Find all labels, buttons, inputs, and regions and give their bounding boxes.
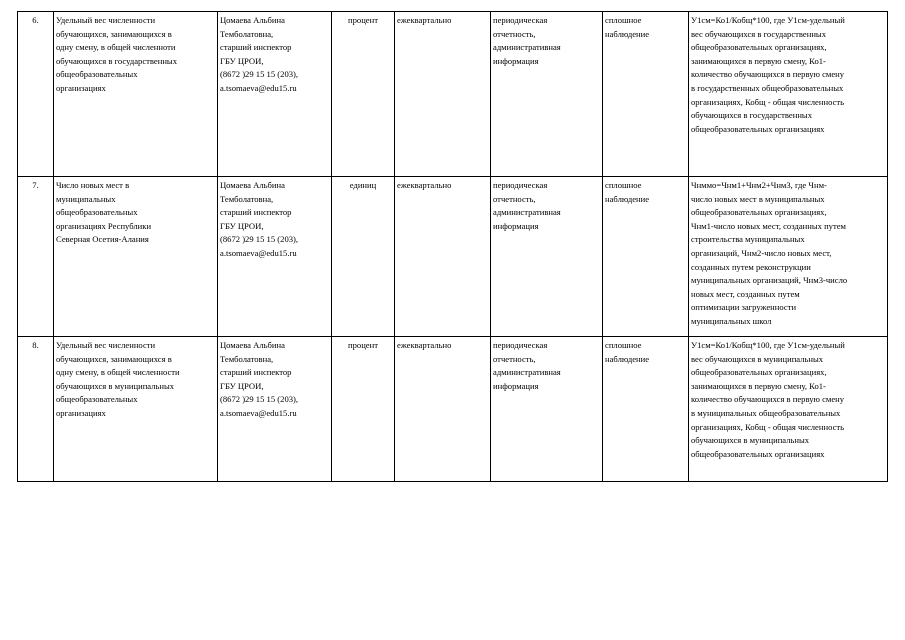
formula-line: новых мест, созданных путем: [691, 288, 800, 299]
table-row: [18, 12, 888, 177]
table-row: [18, 177, 888, 337]
responsible-line: Цомаева Альбина: [220, 180, 285, 190]
responsible-line: старший инспектор: [220, 207, 292, 218]
formula-line: обучающихся в муниципальных: [691, 435, 810, 446]
responsible-email: a.tsomaeva@edu15.ru: [220, 407, 297, 418]
responsible-line: ГБУ ЦРОИ,: [220, 55, 264, 66]
periodicity-cell: ежеквартально: [395, 177, 491, 337]
indicator-name-line: организациях: [56, 82, 106, 93]
method-line: наблюдение: [605, 28, 650, 39]
data-source-cell: [491, 177, 603, 337]
row-number: 8.: [18, 337, 54, 482]
source-line: административная: [493, 42, 561, 53]
source-line: административная: [493, 207, 561, 218]
responsible-line: Темболатовна,: [220, 28, 274, 39]
responsible-line: Темболатовна,: [220, 193, 274, 204]
responsible-line: Темболатовна,: [220, 353, 274, 364]
formula-line: созданных путем реконструкции: [691, 261, 811, 272]
responsible-line: старший инспектор: [220, 42, 292, 53]
responsible-person-cell: [218, 337, 332, 482]
data-source-cell: [491, 12, 603, 177]
indicator-name-line: общеобразовательных: [56, 207, 138, 218]
formula-line: У1см=Ко1/Кобщ*100, где У1см-удельный: [691, 340, 845, 350]
responsible-email: a.tsomaeva@edu15.ru: [220, 247, 297, 258]
responsible-person-cell: [218, 12, 332, 177]
indicator-name-line: обучающихся в государственных: [56, 55, 178, 66]
source-line: периодическая: [493, 180, 548, 190]
source-line: периодическая: [493, 340, 548, 350]
formula-line: общеобразовательных организациях,: [691, 367, 827, 378]
responsible-line: (8672 )29 15 15 (203),: [220, 394, 299, 405]
indicator-name-line: общеобразовательных: [56, 394, 138, 405]
source-line: информация: [493, 380, 539, 391]
method-cell: [603, 337, 689, 482]
unit-cell: процент: [332, 337, 395, 482]
source-line: отчетность,: [493, 353, 536, 364]
source-line: периодическая: [493, 15, 548, 25]
data-source-cell: [491, 337, 603, 482]
row-number: 6.: [18, 12, 54, 177]
indicator-name-line: общеобразовательных: [56, 69, 138, 80]
formula-line: Чнммо=Чнм1+Чнм2+Чнм3, где Чнм-: [691, 180, 827, 190]
row-number: 7.: [18, 177, 54, 337]
responsible-line: (8672 )29 15 15 (203),: [220, 234, 299, 245]
formula-line: организациях, Кобщ - общая численность: [691, 96, 845, 107]
formula-line: муниципальных школ: [691, 315, 772, 326]
formula-line: число новых мест в муниципальных: [691, 193, 825, 204]
indicator-name-line: Число новых мест в: [56, 180, 130, 190]
indicator-name-line: Удельный вес численности: [56, 15, 156, 25]
indicator-name-line: одну смену, в общей численноти: [56, 42, 176, 53]
formula-line: строительства муниципальных: [691, 234, 805, 245]
indicator-name-line: обучающихся, занимающихся в: [56, 353, 172, 364]
source-line: отчетность,: [493, 193, 536, 204]
periodicity-cell: ежеквартально: [395, 12, 491, 177]
formula-line: вес обучающихся в государственных: [691, 28, 827, 39]
source-line: отчетность,: [493, 28, 536, 39]
formula-line: организациях, Кобщ - общая численность: [691, 421, 845, 432]
formula-line: количество обучающихся в первую смену: [691, 69, 845, 80]
unit-cell: процент: [332, 12, 395, 177]
formula-line: Чнм1-число новых мест, созданных путем: [691, 220, 846, 231]
formula-line: организаций, Чнм2-число новых мест,: [691, 247, 832, 258]
source-line: информация: [493, 220, 539, 231]
responsible-line: Цомаева Альбина: [220, 15, 285, 25]
indicator-name-cell: [54, 12, 218, 177]
responsible-line: ГБУ ЦРОИ,: [220, 380, 264, 391]
responsible-person-cell: [218, 177, 332, 337]
formula-line: муниципальных организаций, Чнм3-число: [691, 275, 848, 286]
periodicity-cell: ежеквартально: [395, 337, 491, 482]
indicator-name-line: организациях Республики: [56, 220, 152, 231]
formula-line: обучающихся в государственных: [691, 110, 813, 121]
formula-line: в государственных общеобразовательных: [691, 82, 844, 93]
indicator-name-cell: [54, 177, 218, 337]
formula-line: занимающихся в первую смену, Ко1-: [691, 380, 826, 391]
source-line: административная: [493, 367, 561, 378]
responsible-email: a.tsomaeva@edu15.ru: [220, 82, 297, 93]
indicator-name-line: одну смену, в общей численности: [56, 367, 180, 378]
formula-cell: [689, 12, 888, 177]
indicator-name-line: организациях: [56, 407, 106, 418]
responsible-line: (8672 )29 15 15 (203),: [220, 69, 299, 80]
formula-cell: [689, 177, 888, 337]
method-cell: [603, 12, 689, 177]
formula-line: занимающихся в первую смену, Ко1-: [691, 55, 826, 66]
method-line: наблюдение: [605, 193, 650, 204]
method-cell: [603, 177, 689, 337]
formula-line: общеобразовательных организациях,: [691, 42, 827, 53]
formula-line: У1см=Ко1/Кобщ*100, где У1см-удельный: [691, 15, 845, 25]
indicators-table: [17, 11, 888, 482]
indicator-name-line: Северная Осетия-Алания: [56, 234, 149, 245]
indicator-name-cell: [54, 337, 218, 482]
method-line: сплошное: [605, 340, 642, 350]
formula-cell: [689, 337, 888, 482]
method-line: наблюдение: [605, 353, 650, 364]
responsible-line: старший инспектор: [220, 367, 292, 378]
indicator-name-line: муниципальных: [56, 193, 116, 204]
formula-line: общеобразовательных организациях: [691, 123, 825, 134]
formula-line: общеобразовательных организациях: [691, 448, 825, 459]
indicator-name-line: обучающихся, занимающихся в: [56, 28, 172, 39]
source-line: информация: [493, 55, 539, 66]
formula-line: вес обучающихся в муниципальных: [691, 353, 824, 364]
formula-line: общеобразовательных организациях,: [691, 207, 827, 218]
formula-line: количество обучающихся в первую смену: [691, 394, 845, 405]
responsible-line: Цомаева Альбина: [220, 340, 285, 350]
table-row: [18, 337, 888, 482]
formula-line: оптимизации загруженности: [691, 302, 797, 313]
indicator-name-line: обучающихся в муниципальных: [56, 380, 175, 391]
formula-line: в муниципальных общеобразовательных: [691, 407, 841, 418]
indicator-name-line: Удельный вес численности: [56, 340, 156, 350]
responsible-line: ГБУ ЦРОИ,: [220, 220, 264, 231]
method-line: сплошное: [605, 180, 642, 190]
method-line: сплошное: [605, 15, 642, 25]
unit-cell: единиц: [332, 177, 395, 337]
